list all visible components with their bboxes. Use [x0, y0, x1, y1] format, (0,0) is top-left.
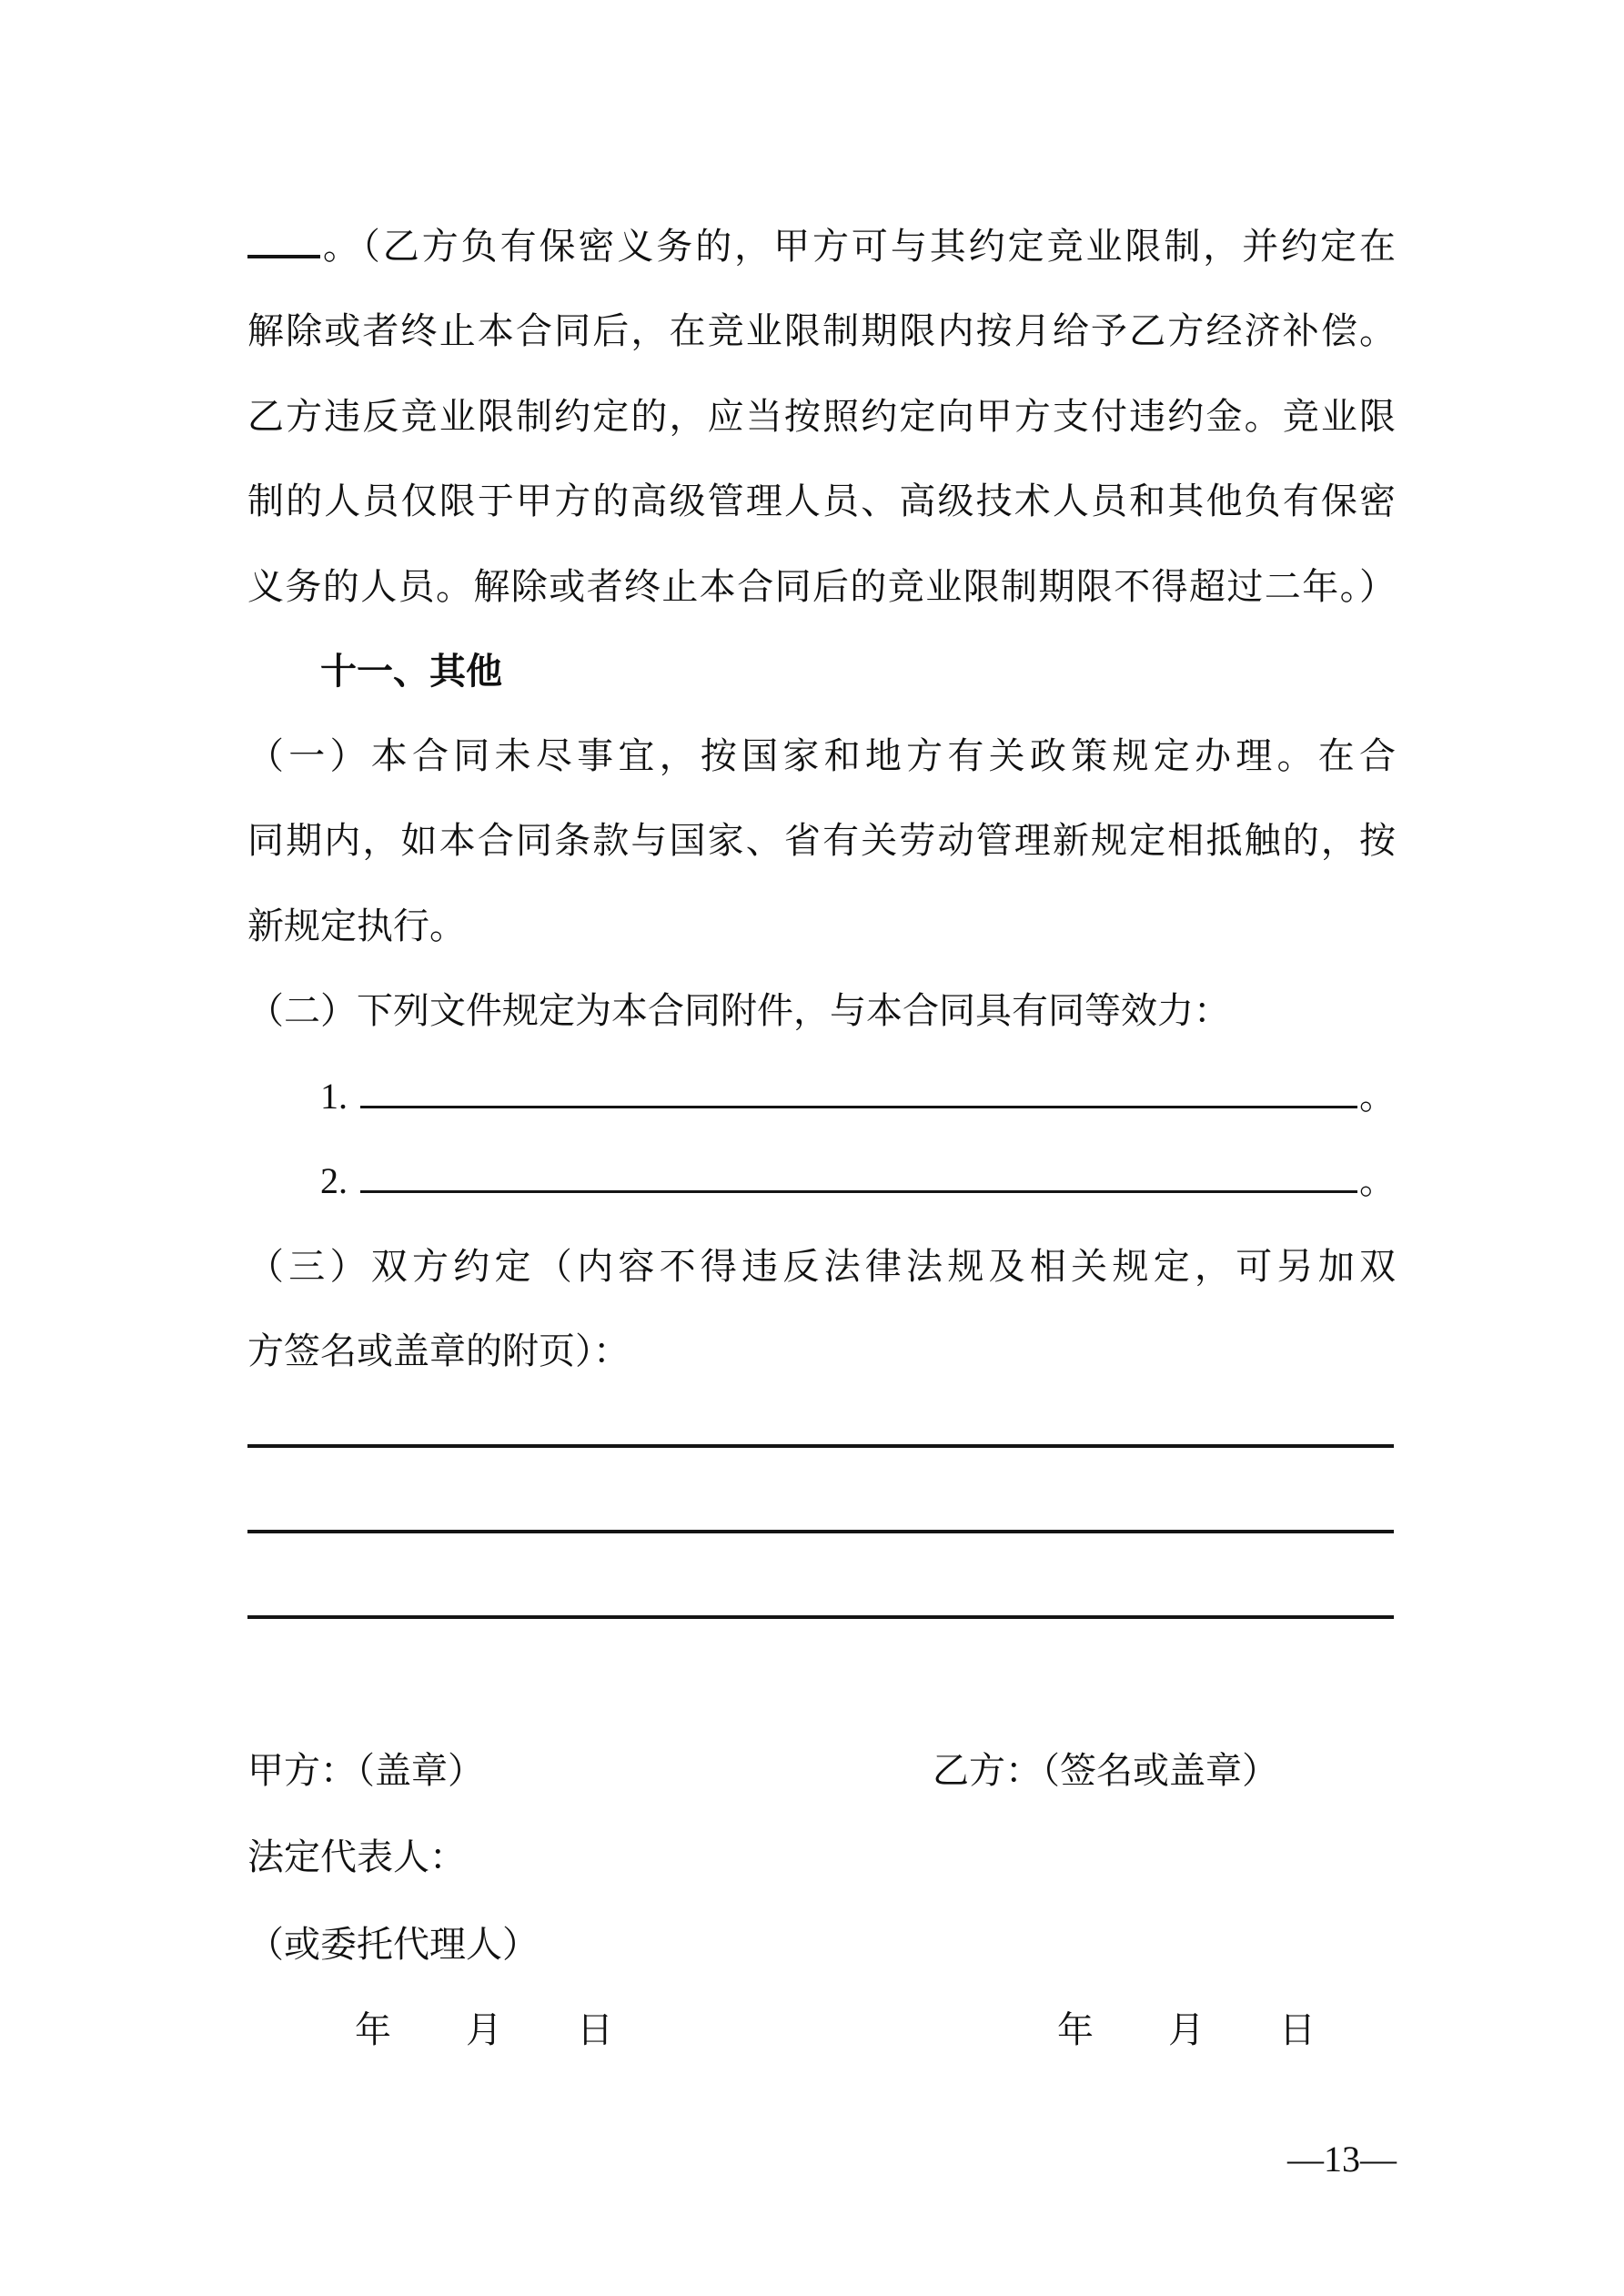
text-line: （二）下列文件规定为本合同附件，与本合同具有同等效力：	[247, 990, 1230, 1031]
closing-paragraph	[247, 204, 1396, 629]
item-suffix: 。	[1359, 1076, 1396, 1117]
text-line: 乙方违反竞业限制约定的，应当按照约定向甲方支付违约金。竞业限	[247, 395, 1396, 437]
blank-line-rule	[247, 1530, 1394, 1533]
section-heading: 十一、其他	[320, 651, 502, 692]
day-label: 日	[1279, 2009, 1316, 2050]
entrusted-agent-label: （或委托代理人）	[247, 1924, 539, 1965]
text-line: 解除或者终止本合同后，在竞业限制期限内按月给予乙方经济补偿。	[247, 310, 1396, 352]
month-label: 月	[1168, 2009, 1205, 2050]
text-line: 新规定执行。	[247, 905, 466, 946]
signature-row-dates	[0, 1988, 1624, 2073]
page-number: —13—	[1287, 2139, 1397, 2180]
item-number: 2.	[320, 1160, 348, 1201]
text-line	[247, 1054, 1396, 1138]
attachment-item-2	[247, 1138, 1396, 1223]
year-label: 年	[355, 2009, 391, 2050]
fill-in-blank	[247, 255, 320, 258]
text-line-content: 。（乙方负有保密义务的，甲方可与其约定竞业限制，并约定在	[320, 226, 1396, 267]
fill-in-blank	[360, 1190, 1357, 1193]
attachment-item-1	[247, 1054, 1396, 1138]
text-line: 同期内，如本合同条款与国家、省有关劳动管理新规定相抵触的，按	[247, 820, 1396, 862]
text-line	[247, 1138, 1396, 1223]
signature-row-legal-rep	[0, 1815, 1624, 1900]
blank-line-rule	[247, 1444, 1394, 1448]
text-line: 制的人员仅限于甲方的高级管理人员、高级技术人员和其他负有保密	[247, 480, 1396, 522]
party-a-date-line	[355, 1988, 613, 2072]
party-b-sign-label: 乙方：（签名或盖章）	[933, 1750, 1278, 1791]
party-a-seal-label: 甲方：（盖章）	[247, 1750, 484, 1791]
month-label: 月	[466, 2009, 502, 2050]
clause-three-paragraph	[247, 1224, 1396, 1394]
item-suffix: 。	[1359, 1160, 1396, 1201]
signature-row-parties	[0, 1728, 1624, 1814]
text-line: 义务的人员。解除或者终止本合同后的竞业限制期限不得超过二年。）	[247, 565, 1396, 607]
year-label: 年	[1057, 2009, 1094, 2050]
clause-two-paragraph	[247, 968, 1396, 1053]
clause-one-paragraph	[247, 713, 1396, 968]
fill-in-blank	[360, 1106, 1357, 1108]
text-line	[247, 204, 1396, 288]
item-number: 1.	[320, 1076, 348, 1117]
blank-line-rule	[247, 1615, 1394, 1619]
legal-representative-label: 法定代表人：	[247, 1836, 466, 1877]
text-line: 方签名或盖章的附页）：	[247, 1330, 630, 1372]
signature-row-agent	[0, 1902, 1624, 1988]
text-line: （三）双方约定（内容不得违反法律法规及相关规定，可另加双	[247, 1246, 1396, 1287]
text-line: （一）本合同未尽事宜，按国家和地方有关政策规定办理。在合	[247, 735, 1396, 776]
day-label: 日	[577, 2009, 613, 2050]
party-b-date-line	[1057, 1988, 1316, 2072]
